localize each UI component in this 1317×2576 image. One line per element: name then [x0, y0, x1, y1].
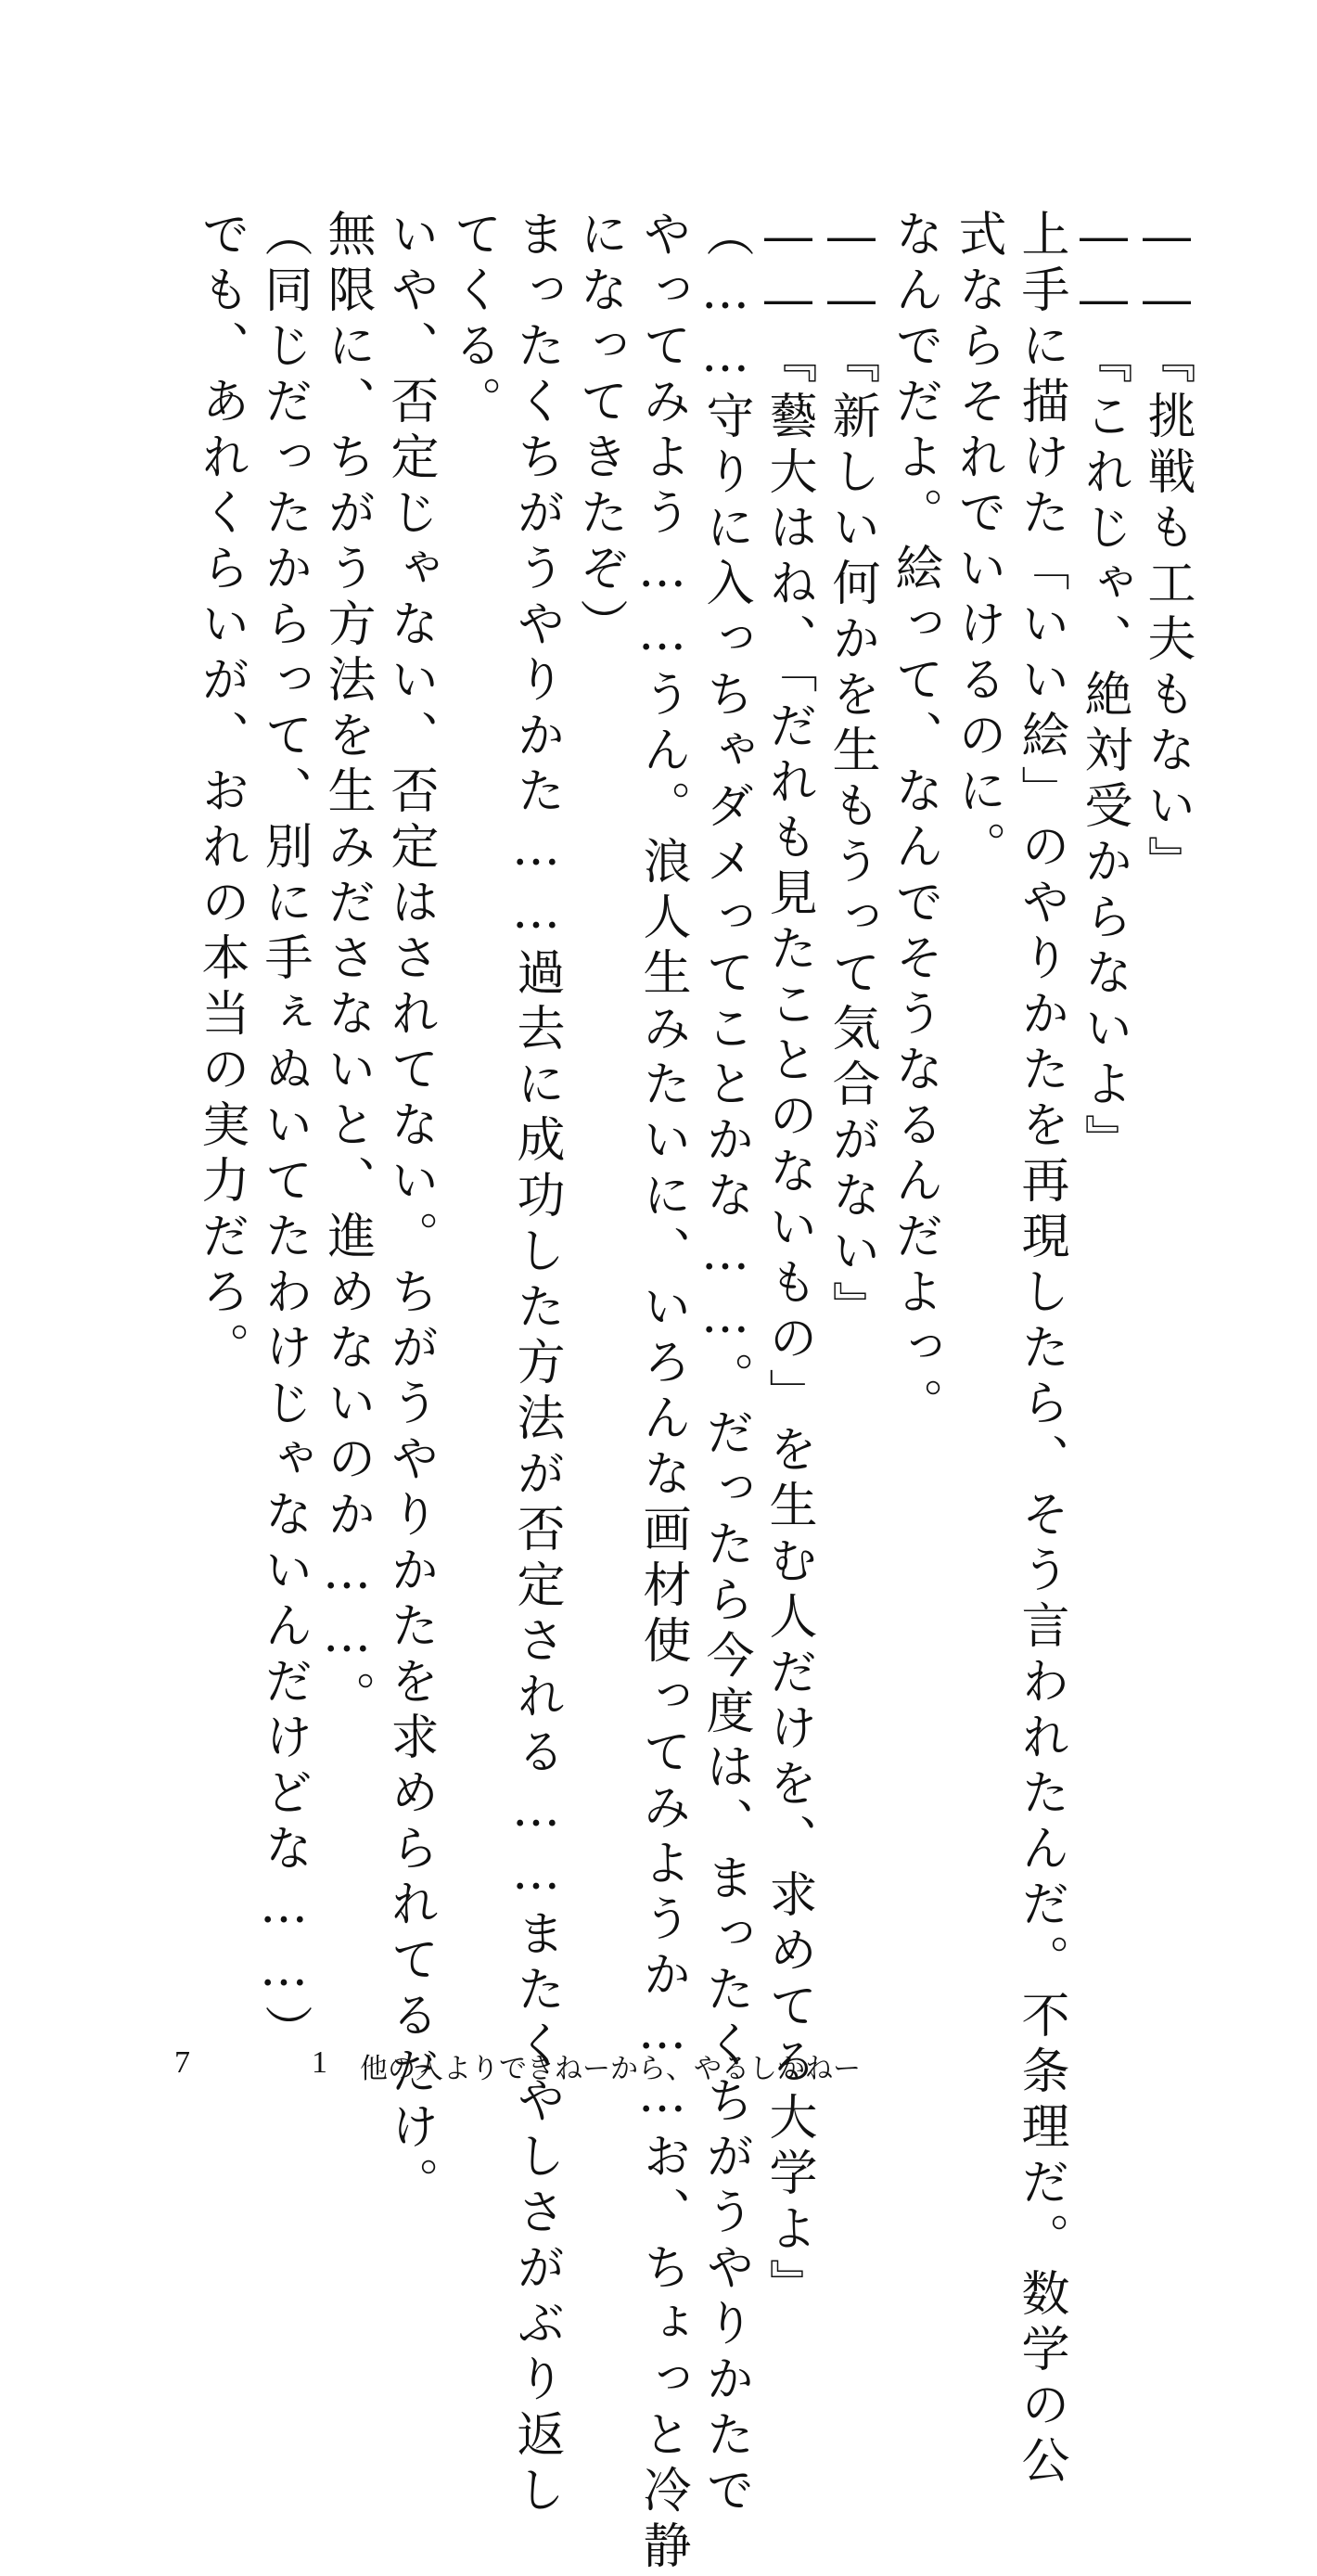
text-column-14: 無限に、ちがう方法を生みださないと、進めないのか……。 [319, 209, 375, 1726]
text-column-10: になってきたぞ） [571, 209, 627, 654]
text-column-4: 式ならそれでいけるのに。 [950, 209, 1005, 877]
text-column-5: なんでだよ。絵って、なんでそうなるんだよっ。 [887, 209, 942, 1433]
chapter-title: 他の人よりできねーから、やるしかねー [360, 2053, 861, 2085]
text-column-9: やってみよう……うん。浪人生みたいに、いろんな画材使ってみようか……お、ちょっと冷静 [634, 209, 690, 2576]
text-column-2: ――『これじゃ、絶対受からないよ』 [1076, 209, 1132, 1170]
text-column-13: いや、否定じゃない、否定はされてない。ちがうやりかたを求められてるだけ。 [382, 209, 438, 2212]
text-column-16: でも、あれくらいが、おれの本当の実力だろ。 [193, 209, 249, 1378]
text-column-3: 上手に描けた「いい絵」のやりかたを再現したら、そう言われたんだ。不条理だ。数学の公 [1013, 209, 1068, 2491]
text-column-7: ――『藝大はね、「だれも見たことのないもの」を生む人だけを、求めてる大学よ』 [761, 209, 816, 2314]
text-column-1: ――『挑戦も工夫もない』 [1139, 209, 1195, 891]
text-column-6: ――『新しい何かを生もうって気合がない』 [824, 209, 879, 1337]
page-number: 7 [174, 2045, 190, 2080]
text-column-8: （……守りに入っちゃダメってことかな……。だったら今度は、まったくちがうやりかたで [697, 209, 753, 2520]
text-column-15: （同じだったからって、別に手ぇぬいてたわけじゃないんだけどな……） [256, 209, 312, 2060]
text-column-12: てくる。 [445, 209, 501, 431]
chapter-number: 1 [312, 2045, 327, 2080]
text-column-11: まったくちがうやりかた……過去に成功した方法が否定される……またくやしさがぶり返し [508, 209, 564, 2520]
